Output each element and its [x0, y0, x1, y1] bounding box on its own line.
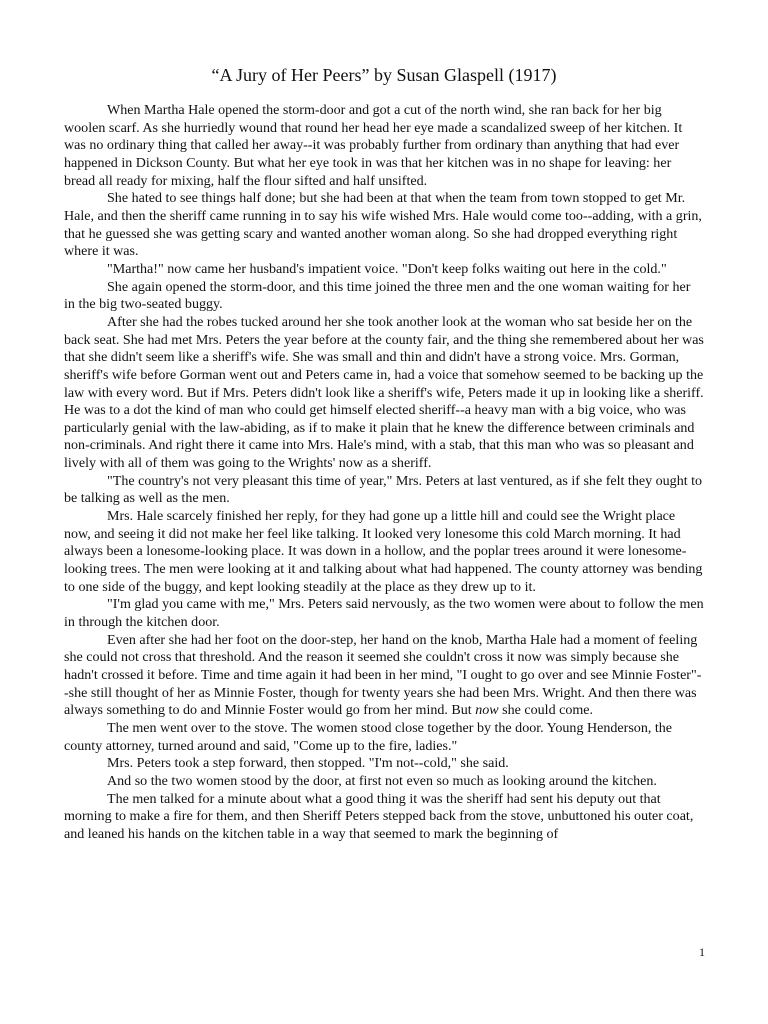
emphasized-word: now	[475, 702, 499, 719]
paragraph: She hated to see things half done; but she had been at that when the team from town stopped to get Mr. Hale, and then the sheriff came running in to say his wife wished Mrs. Hale would come too--adding, with a grin, that he guessed she was getting scary and wanted another woman along. So she had dropped everything right where it was.	[64, 190, 702, 260]
document-title: “A Jury of Her Peers” by Susan Glaspell (1917)	[211, 65, 557, 85]
paragraph: Mrs. Hale scarcely finished her reply, for they had gone up a little hill and could see the Wright place now, and seeing it did not make her feel like talking. It looked very lonesome this cold March morning. It had always been a lonesome-looking place. It was down in a hollow, and the poplar trees around it were lonesome-looking trees. The men were looking at it and talking about what had happened. The county attorney was bending to one side of the buggy, and kept looking steadily at the place as they drew up to it.	[64, 508, 703, 595]
paragraph: And so the two women stood by the door, at first not even so much as looking around the kitchen.	[107, 772, 657, 789]
paragraph: Mrs. Peters took a step forward, then stopped. "I'm not--cold," she said.	[107, 755, 509, 772]
paragraph-with-emphasis	[64, 632, 704, 720]
page-number: 1	[699, 945, 705, 959]
paragraph: "Martha!" now came her husband's impatient voice. "Don't keep folks waiting out here in the cold."	[107, 260, 667, 277]
paragraph: She again opened the storm-door, and this time joined the three men and the one woman waiting for her in the big two-seated buggy.	[64, 278, 691, 313]
paragraph: The men talked for a minute about what a good thing it was the sheriff had sent his deputy out that morning to make a fire for them, and then Sheriff Peters stepped back from the stove, unbuttoned his outer coat, and leaned his hands on the kitchen table in a way that seemed to mark the beginning of	[64, 790, 694, 842]
paragraph: "The country's not very pleasant this time of year," Mrs. Peters at last ventured, as if she felt they ought to be talking as well as the men.	[64, 472, 703, 507]
paragraph-text-after-emphasis: she could come.	[498, 702, 594, 719]
paragraph-text-before-emphasis: Even after she had her foot on the door-step, her hand on the knob, Martha Hale had a moment of feeling she could not cross that threshold. And the reason it seemed she couldn't cross it now was simply because she hadn't crossed it before. Time and time again it had been in her mind, "I ought to go over and see Minnie Foster"--she still thought of her as Minnie Foster, though for twenty years she had been Mrs. Wright. And then there was always something to do and Minnie Foster would go from her mind. But	[64, 631, 702, 719]
paragraph: "I'm glad you came with me," Mrs. Peters said nervously, as the two women were about to follow the men in through the kitchen door.	[64, 596, 704, 631]
paragraph: When Martha Hale opened the storm-door and got a cut of the north wind, she ran back for her big woolen scarf. As she hurriedly wound that round her head her eye made a scandalized sweep of her kitchen. It was no ordinary thing that called her away--it was probably further from ordinary than anything that had ever happened in Dickson County. But what her eye took in was that her kitchen was in no shape for leaving: her bread all ready for mixing, half the flour sifted and half unsifted.	[64, 102, 683, 189]
paragraph: After she had the robes tucked around her she took another look at the woman who sat beside her on the back seat. She had met Mrs. Peters the year before at the county fair, and the thing she remembered about her was that she didn't seem like a sheriff's wife. She was small and thin and didn't have a strong voice. Mrs. Gorman, sheriff's wife before Gorman went out and Peters came in, had a voice that somehow seemed to be backing up the law with every word. But if Mrs. Peters didn't look like a sheriff's wife, Peters made it up in looking like a sheriff. He was to a dot the kind of man who could get himself elected sheriff--a heavy man with a big voice, who was particularly genial with the law-abiding, as if to make it plain that he knew the difference between criminals and non-criminals. And right there it came into Mrs. Hale's mind, with a stab, that this man who was so pleasant and lively with all of them was going to the Wrights' now as a sheriff.	[64, 313, 704, 472]
document-body	[64, 102, 704, 844]
paragraph: The men went over to the stove. The women stood close together by the door. Young Henderson, the county attorney, turned around and said, "Come up to the fire, ladies."	[64, 719, 673, 754]
